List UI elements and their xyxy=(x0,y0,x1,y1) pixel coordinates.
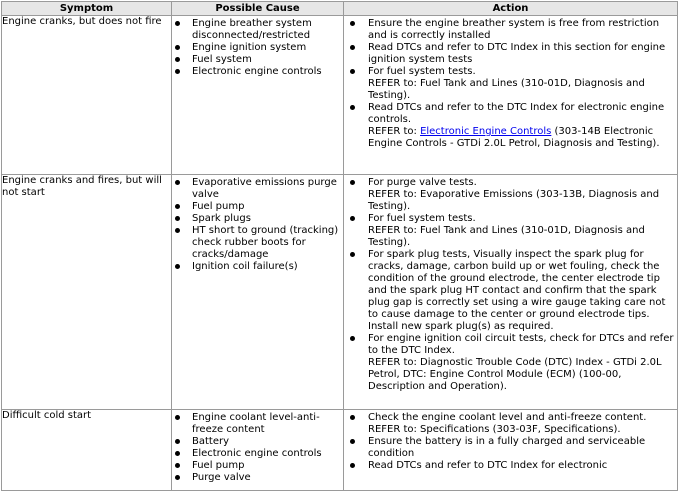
refer-text xyxy=(368,126,675,150)
cause-item: Fuel pump xyxy=(172,460,341,472)
table-row xyxy=(2,410,678,491)
action-item xyxy=(344,177,675,213)
cause-list xyxy=(172,175,343,277)
action-text: Read DTCs and refer to the DTC Index for electronic engine controls. xyxy=(368,102,665,125)
diagnosis-table xyxy=(1,1,678,491)
electronic-engine-controls-link[interactable]: Electronic Engine Controls xyxy=(420,126,552,137)
action-text: For spark plug tests, Visually inspect the spark plug for cracks, damage, carbon build up or wet fouling, check the condition of the ground electrode, the center electrode tip and the spark plug HT contact and confirm that the spark plug gap is correctly set using a wire gauge taking care not to cause damage to the center or ground electrode tips. Install new spark plug(s) as required. xyxy=(368,249,666,332)
action-cell xyxy=(344,16,678,175)
cause-item: HT short to ground (tracking) check rubber boots for cracks/damage xyxy=(172,225,341,261)
refer-text: REFER to: Evaporative Emissions (303-13B, Diagnosis and Testing). xyxy=(368,189,660,212)
action-text: For engine ignition coil circuit tests, check for DTCs and refer to the DTC Index. xyxy=(368,333,674,356)
header-action: Action xyxy=(344,2,678,16)
table-row xyxy=(2,16,678,175)
action-item xyxy=(344,18,675,42)
action-item xyxy=(344,249,675,333)
action-item xyxy=(344,213,675,249)
header-row xyxy=(2,2,678,16)
action-item xyxy=(344,333,675,393)
cause-item: Purge valve xyxy=(172,472,341,484)
cause-item: Evaporative emissions purge valve xyxy=(172,177,341,201)
symptom-cell: Difficult cold start xyxy=(2,410,172,491)
refer-prefix: REFER to: xyxy=(368,126,421,137)
header-possible-cause: Possible Cause xyxy=(172,2,344,16)
action-item xyxy=(344,42,675,66)
cause-item: Ignition coil failure(s) xyxy=(172,261,341,273)
cause-item: Spark plugs xyxy=(172,213,341,225)
cause-item: Electronic engine controls xyxy=(172,448,341,460)
table-row xyxy=(2,175,678,410)
cause-item: Battery xyxy=(172,436,341,448)
cause-item: Fuel system xyxy=(172,54,341,66)
action-list xyxy=(344,175,677,397)
cause-item: Electronic engine controls xyxy=(172,66,341,78)
action-list xyxy=(344,16,677,154)
refer-text: REFER to: Specifications (303-03F, Specifications). xyxy=(368,424,621,435)
cause-item: Engine coolant level-anti-freeze content xyxy=(172,412,341,436)
cause-item: Engine breather system disconnected/restricted xyxy=(172,18,341,42)
action-text: Read DTCs and refer to DTC Index for electronic xyxy=(368,460,608,471)
action-item xyxy=(344,66,675,102)
cause-cell xyxy=(172,410,344,491)
cause-item: Fuel pump xyxy=(172,201,341,213)
cause-cell xyxy=(172,175,344,410)
action-item xyxy=(344,460,675,472)
action-text: Ensure the battery is in a fully charged and serviceable condition xyxy=(368,436,646,459)
action-text: Ensure the engine breather system is free from restriction and is correctly installed xyxy=(368,18,660,41)
action-text: For fuel system tests. xyxy=(368,66,476,77)
action-item xyxy=(344,412,675,436)
action-text: For purge valve tests. xyxy=(368,177,477,188)
header-symptom: Symptom xyxy=(2,2,172,16)
refer-text: REFER to: Fuel Tank and Lines (310-01D, Diagnosis and Testing). xyxy=(368,225,645,248)
refer-text: REFER to: Diagnostic Trouble Code (DTC) Index - GTDi 2.0L Petrol, DTC: Engine Control Module (ECM) (100-00, Description and Operation). xyxy=(368,357,662,392)
cause-cell xyxy=(172,16,344,175)
refer-suffix: (303-14B Electronic Engine Controls - GTDi 2.0L Petrol, Diagnosis and Testing). xyxy=(368,126,660,149)
action-item xyxy=(344,102,675,150)
action-item xyxy=(344,436,675,460)
action-text: Check the engine coolant level and anti-freeze content. xyxy=(368,412,647,423)
action-list xyxy=(344,410,677,476)
symptom-cell: Engine cranks and fires, but will not start xyxy=(2,175,172,410)
cause-list xyxy=(172,16,343,82)
symptom-cell: Engine cranks, but does not fire xyxy=(2,16,172,175)
action-cell xyxy=(344,410,678,491)
cause-item: Engine ignition system xyxy=(172,42,341,54)
action-cell xyxy=(344,175,678,410)
action-text: Read DTCs and refer to DTC Index in this section for engine ignition system tests xyxy=(368,42,666,65)
action-text: For fuel system tests. xyxy=(368,213,476,224)
cause-list xyxy=(172,410,343,488)
refer-text: REFER to: Fuel Tank and Lines (310-01D, Diagnosis and Testing). xyxy=(368,78,645,101)
